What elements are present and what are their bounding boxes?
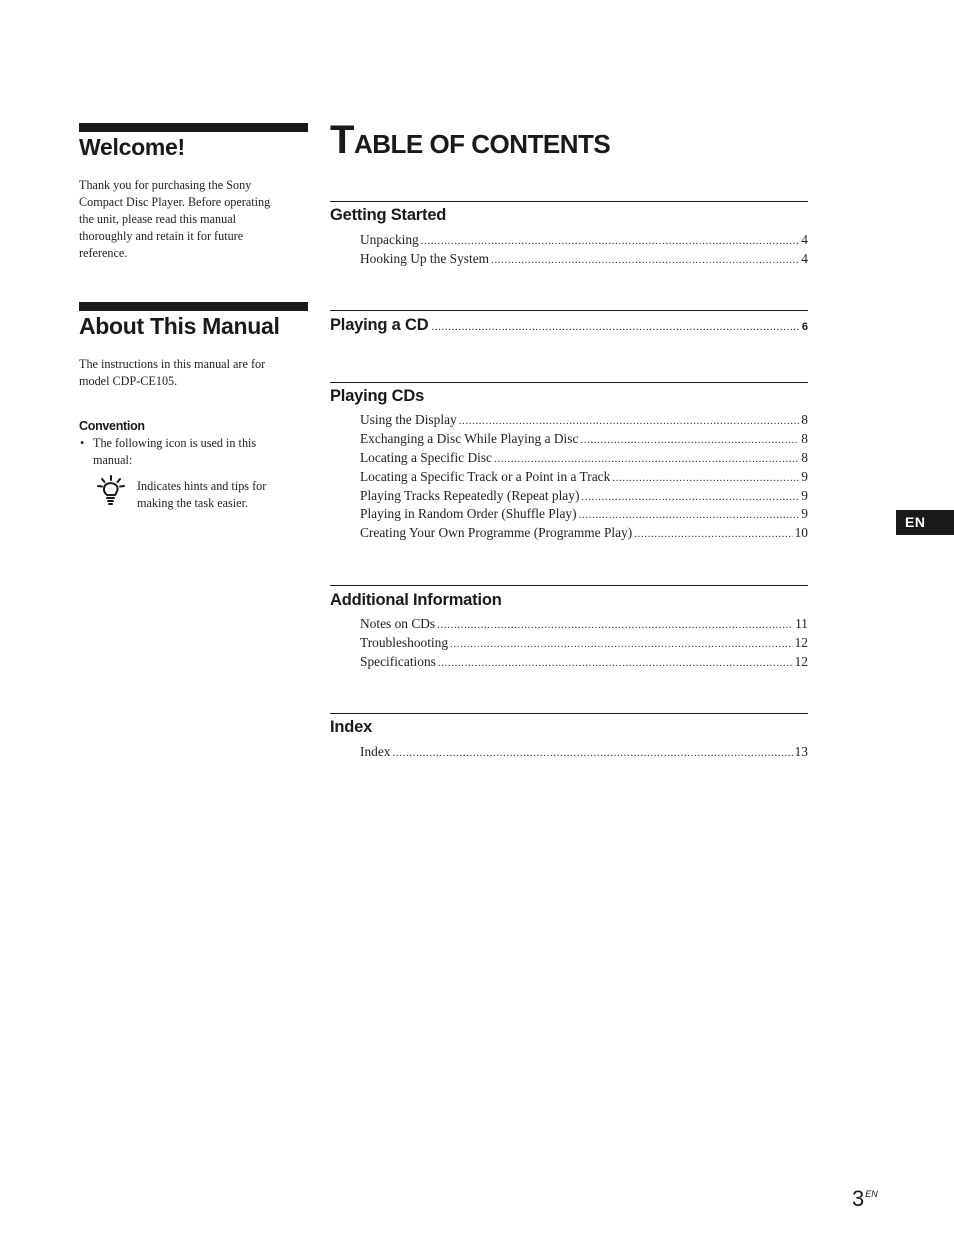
- section-rule: [330, 201, 808, 202]
- section-entries-index: [360, 744, 808, 763]
- toc-entry[interactable]: Locating a Specific Disc ..... 8: [360, 450, 808, 469]
- about-text: The instructions in this manual are for model CDP-CE105.: [79, 357, 266, 388]
- toc-entry[interactable]: Unpacking ..... 4: [360, 232, 808, 251]
- section-rule: [330, 713, 808, 714]
- section-entries-playing-cds: [360, 412, 808, 544]
- toc-entry-playing-a-cd[interactable]: Playing a CD ..... 6: [330, 316, 808, 335]
- toc-entry[interactable]: Index ..... 13: [360, 744, 808, 763]
- toc-entry[interactable]: Playing Tracks Repeatedly (Repeat play) ..... 9: [360, 488, 808, 507]
- toc-entry[interactable]: Troubleshooting ..... 12: [360, 635, 808, 654]
- section-heading-getting-started: Getting Started: [330, 206, 447, 224]
- section-rule: [330, 585, 808, 586]
- convention-heading: Convention: [79, 419, 145, 433]
- welcome-rule: [79, 123, 308, 132]
- bullet-mark: •: [80, 436, 85, 450]
- toc-entry[interactable]: Specifications ..... 12: [360, 654, 808, 673]
- toc-entry[interactable]: Creating Your Own Programme (Programme Play) ..... 10: [360, 525, 808, 544]
- about-heading: About This Manual: [79, 313, 280, 339]
- page-number: $3^{EN}$: [852, 1186, 878, 1211]
- section-entries-getting-started: [360, 232, 808, 270]
- toc-title: TABLE OF CONTENTS: [330, 118, 611, 162]
- toc-entry[interactable]: Using the Display ..... 8: [360, 412, 808, 431]
- toc-entry[interactable]: Playing in Random Order (Shuffle Play) ..... 9: [360, 506, 808, 525]
- section-heading-index: Index: [330, 718, 373, 736]
- toc-entry[interactable]: Notes on CDs ..... 11: [360, 616, 808, 635]
- section-heading-additional-information: Additional Information: [330, 591, 502, 609]
- lightbulb-hint-icon: [96, 474, 126, 508]
- welcome-heading: Welcome!: [79, 134, 185, 160]
- section-entries-additional-information: [360, 616, 808, 673]
- section-heading-playing-a-cd: Playing a CD: [330, 316, 429, 334]
- language-tab: EN: [896, 510, 954, 535]
- section-heading-playing-cds: Playing CDs: [330, 387, 425, 405]
- section-rule: [330, 382, 808, 383]
- hint-text: Indicates hints and tips for making the task easier.: [137, 479, 267, 510]
- convention-bullet: • The following icon is used in this manual:: [80, 436, 257, 467]
- toc-entry[interactable]: Exchanging a Disc While Playing a Disc ..... 8: [360, 431, 808, 450]
- about-rule: [79, 302, 308, 311]
- section-rule: [330, 310, 808, 311]
- welcome-text: Thank you for purchasing the Sony Compact Disc Player. Before operating the unit, please read this manual thoroughly and retain it for future reference.: [79, 178, 271, 260]
- page-number-suffix: EN: [865, 1189, 878, 1199]
- toc-entry[interactable]: Hooking Up the System ..... 4: [360, 251, 808, 270]
- toc-entry[interactable]: Locating a Specific Track or a Point in a Track ..... 9: [360, 469, 808, 488]
